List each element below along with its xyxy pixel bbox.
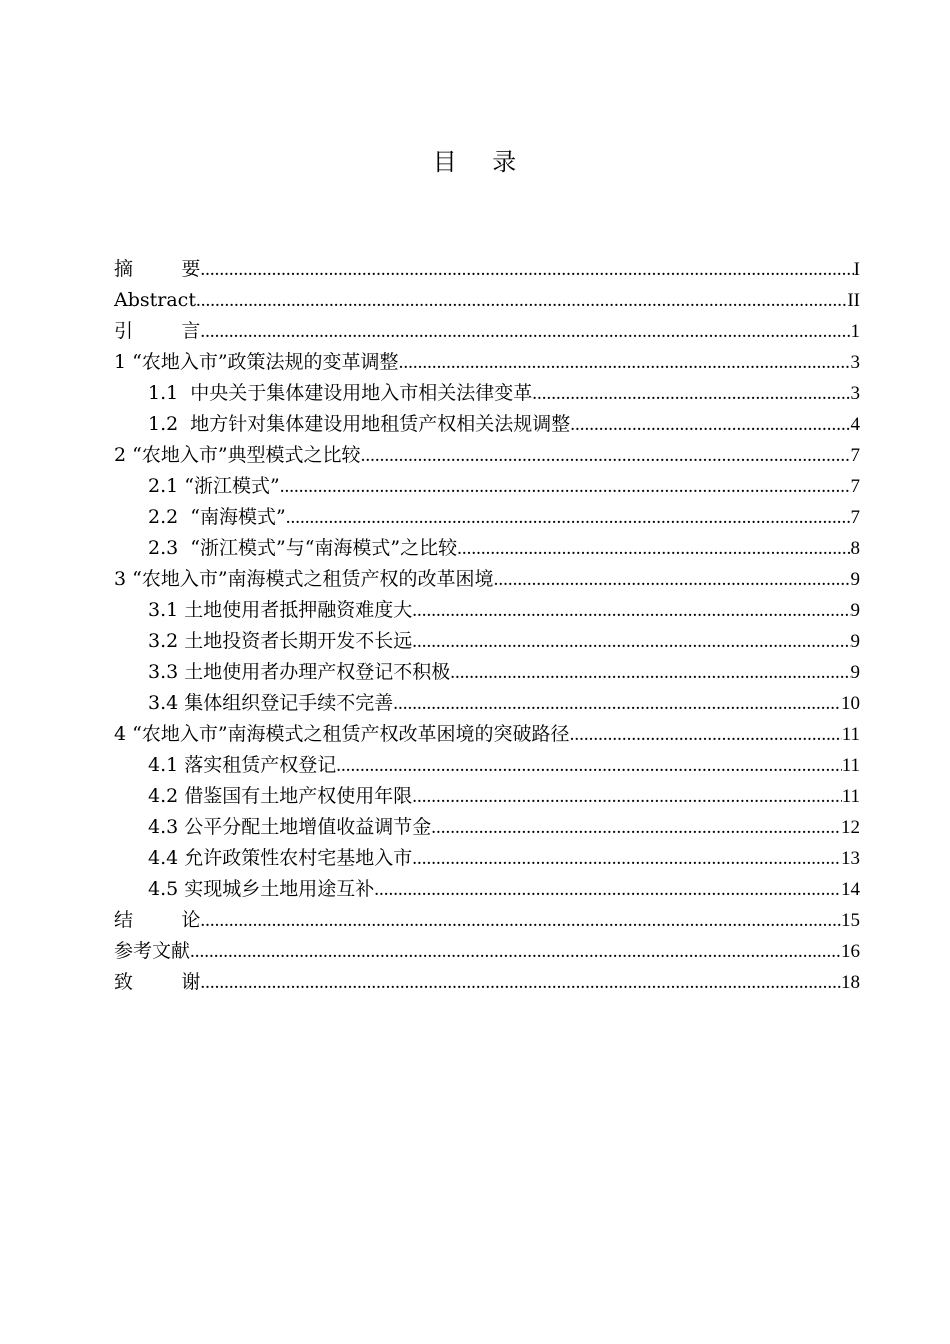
toc-entry-page-number: 3 <box>850 383 860 404</box>
toc-dot-leader <box>412 843 841 874</box>
toc-entry-label: 4.4 允许政策性农村宅基地入市 <box>148 847 413 869</box>
toc-entry-page-number: 15 <box>841 910 860 931</box>
toc-entry[interactable] <box>114 409 860 440</box>
toc-entry-label: 引 言 <box>114 320 201 342</box>
toc-entry-label: 结 论 <box>114 909 201 931</box>
toc-dot-leader <box>532 378 850 409</box>
toc-entry[interactable] <box>114 471 860 502</box>
toc-entry-label: 4.3 公平分配土地增值收益调节金 <box>148 816 432 838</box>
toc-entry-page-number: 10 <box>841 693 860 714</box>
toc-entry-page-number: 14 <box>841 879 860 900</box>
toc-entry-page-number: 13 <box>841 848 860 869</box>
toc-entry[interactable] <box>114 440 860 471</box>
toc-entry[interactable] <box>114 254 860 285</box>
toc-entry-page-number: 12 <box>841 817 860 838</box>
toc-entry-label: 致 谢 <box>114 971 201 993</box>
page-title: 目 录 <box>432 148 518 176</box>
toc-dot-leader <box>412 626 850 657</box>
toc-entry-label: 3.1 土地使用者抵押融资难度大 <box>148 599 413 621</box>
toc-dot-leader <box>412 781 841 812</box>
toc-dot-leader <box>200 316 850 347</box>
toc-entry-label: 4.2 借鉴国有土地产权使用年限 <box>148 785 413 807</box>
toc-entry-page-number: 11 <box>841 786 860 807</box>
toc-entry-label: 1 “农地入市”政策法规的变革调整 <box>114 351 399 373</box>
toc-entry-page-number: 9 <box>850 631 860 652</box>
toc-dot-leader <box>374 874 841 905</box>
toc-entry-label: 3 “农地入市”南海模式之租赁产权的改革困境 <box>114 568 494 590</box>
toc-entry-page-number: 7 <box>850 445 860 466</box>
toc-entry-label: 2.1 “浙江模式” <box>148 475 280 497</box>
toc-entry[interactable] <box>114 533 860 564</box>
toc-dot-leader <box>399 347 851 378</box>
toc-entry[interactable] <box>114 378 860 409</box>
toc-entry-page-number: 9 <box>850 662 860 683</box>
toc-entry-label: 1.1 中央关于集体建设用地入市相关法律变革 <box>148 382 533 404</box>
toc-dot-leader <box>196 285 847 316</box>
toc-dot-leader <box>200 967 841 998</box>
toc-entry-label: Abstract <box>114 289 196 311</box>
toc-entry-label: 参考文献 <box>114 940 191 962</box>
toc-entry[interactable] <box>114 316 860 347</box>
toc-entry-page-number: 8 <box>850 538 860 559</box>
toc-dot-leader <box>412 595 850 626</box>
toc-entry-page-number: I <box>853 259 860 280</box>
toc-entry[interactable] <box>114 905 860 936</box>
toc-entry-label: 2 “农地入市”典型模式之比较 <box>114 444 361 466</box>
toc-entry-page-number: II <box>847 290 860 311</box>
toc-entry-page-number: 18 <box>841 972 860 993</box>
toc-dot-leader <box>457 533 850 564</box>
toc-entry-page-number: 3 <box>850 352 860 373</box>
toc-entry-label: 4.1 落实租赁产权登记 <box>148 754 337 776</box>
toc-entry-label: 2.2 “南海模式” <box>148 506 286 528</box>
toc-entry[interactable] <box>114 626 860 657</box>
toc-dot-leader <box>450 657 850 688</box>
toc-entry-label: 1.2 地方针对集体建设用地租赁产权相关法规调整 <box>148 413 571 435</box>
toc-entry[interactable] <box>114 936 860 967</box>
toc-entry-page-number: 1 <box>850 321 860 342</box>
toc-entry[interactable] <box>114 812 860 843</box>
toc-entry[interactable] <box>114 967 860 998</box>
toc-entry-page-number: 7 <box>850 476 860 497</box>
toc-dot-leader <box>336 750 841 781</box>
toc-entry-page-number: 4 <box>850 414 860 435</box>
toc-entry[interactable] <box>114 750 860 781</box>
toc-dot-leader <box>570 409 850 440</box>
toc-entry-label: 3.3 土地使用者办理产权登记不积极 <box>148 661 451 683</box>
toc-dot-leader <box>393 688 841 719</box>
toc-entry[interactable] <box>114 688 860 719</box>
toc-dot-leader <box>431 812 841 843</box>
toc-dot-leader <box>286 502 851 533</box>
toc-entry-page-number: 9 <box>850 600 860 621</box>
toc-entry[interactable] <box>114 781 860 812</box>
toc-dot-leader <box>570 719 842 750</box>
toc-dot-leader <box>190 936 841 967</box>
toc-entry[interactable] <box>114 874 860 905</box>
toc-entry-page-number: 16 <box>841 941 860 962</box>
toc-entry-label: 摘 要 <box>114 258 201 280</box>
toc-entry[interactable] <box>114 347 860 378</box>
table-of-contents <box>114 254 860 998</box>
toc-entry-label: 3.4 集体组织登记手续不完善 <box>148 692 394 714</box>
toc-entry[interactable] <box>114 285 860 316</box>
toc-entry[interactable] <box>114 595 860 626</box>
toc-dot-leader <box>494 564 851 595</box>
toc-dot-leader <box>200 905 841 936</box>
toc-entry-page-number: 11 <box>841 724 860 745</box>
toc-entry-label: 3.2 土地投资者长期开发不长远 <box>148 630 413 652</box>
toc-entry[interactable] <box>114 719 860 750</box>
toc-dot-leader <box>280 471 851 502</box>
toc-entry-page-number: 11 <box>841 755 860 776</box>
toc-entry-label: 2.3 “浙江模式”与“南海模式”之比较 <box>148 537 458 559</box>
toc-entry-label: 4.5 实现城乡土地用途互补 <box>148 878 375 900</box>
toc-entry-page-number: 9 <box>850 569 860 590</box>
toc-entry-label: 4 “农地入市”南海模式之租赁产权改革困境的突破路径 <box>114 723 570 745</box>
toc-entry[interactable] <box>114 564 860 595</box>
toc-dot-leader <box>200 254 853 285</box>
toc-entry[interactable] <box>114 657 860 688</box>
toc-dot-leader <box>361 440 851 471</box>
toc-entry[interactable] <box>114 843 860 874</box>
toc-entry-page-number: 7 <box>850 507 860 528</box>
toc-entry[interactable] <box>114 502 860 533</box>
